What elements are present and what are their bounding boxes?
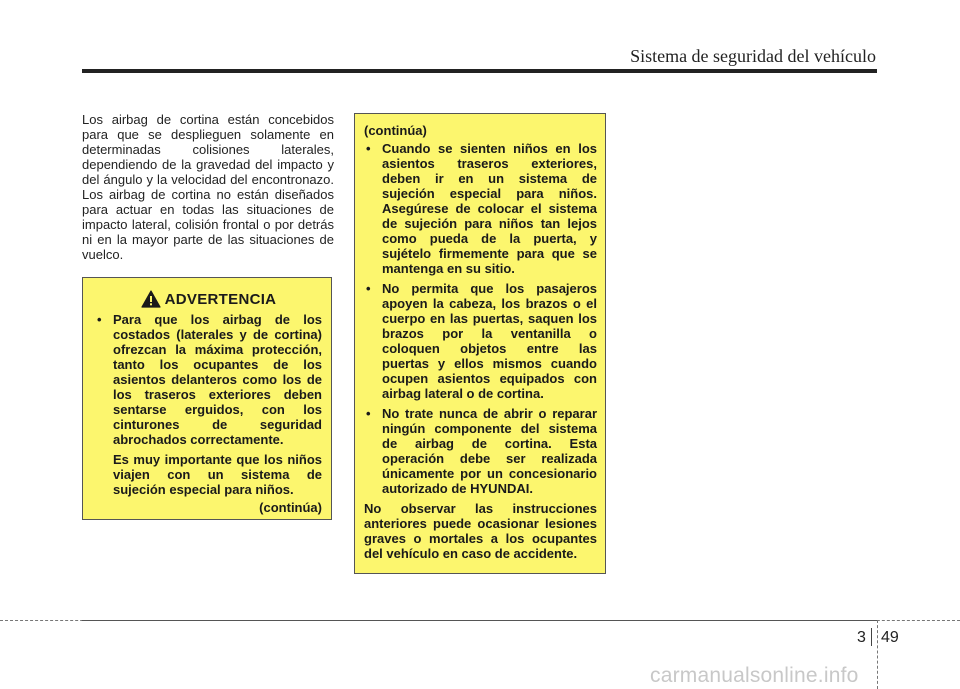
continuation-bullet (364, 281, 597, 401)
bullet-marker: • (97, 312, 102, 327)
continuation-closing: No observar las instrucciones anteriores puede ocasionar lesiones graves o mortales a los ocupantes del vehículo en caso de accidente. (364, 501, 597, 561)
warning-bullet-continuation: Es muy importante que los niños viajen con un sistema de sujeción especial para niños. (113, 452, 322, 497)
continuation-bullet-text: No trate nunca de abrir o reparar ningún componente del sistema de airbag de cortina. Esta operación debe ser realizada únicamente por un concesionario autorizado de HYUNDAI. (382, 406, 597, 496)
header-rule (82, 69, 877, 73)
footer-rule (82, 620, 877, 621)
bullet-marker: • (366, 281, 371, 296)
continuation-bullet-text: Cuando se sienten niños en los asientos traseros exteriores, deben ir en un sistema de sujeción especial para niños. Asegúrese de colocar el sistema de sujeción para niños tan lejos como pueda de la puerta, y sujételo firmemente para que se mantenga en su sitio. (382, 141, 597, 276)
watermark: carmanualsonline.info (650, 664, 859, 687)
page-number: 49 (881, 629, 899, 646)
bullet-marker: • (366, 141, 371, 156)
warning-title: ADVERTENCIA (164, 290, 277, 308)
warning-header (95, 290, 322, 308)
bullet-marker: • (366, 406, 371, 421)
warning-continues: (continúa) (259, 500, 322, 515)
continuation-bullet (364, 406, 597, 496)
page-header-title: Sistema de seguridad del vehículo (630, 46, 876, 66)
continuation-box (354, 113, 606, 574)
continuation-bullet (364, 141, 597, 276)
continuation-label: (continúa) (364, 123, 427, 138)
warning-bullet-text: Para que los airbag de los costados (laterales y de cortina) ofrezcan la máxima protección, tanto los ocupantes de los asientos delanteros como los de los traseros exteriores deben sentarse erguidos, con los cinturones de seguridad abrochados correctamente. (113, 312, 322, 447)
footer-dashed-divider (877, 620, 878, 689)
chapter-number: 3 (857, 629, 866, 646)
warning-triangle-icon (141, 290, 161, 308)
intro-paragraph: Los airbag de cortina están concebidos para que se desplieguen solamente en determinadas colisiones laterales, dependiendo de la gravedad del impacto y del ángulo y la velocidad del encontronazo. Los airbag de cortina no están diseñados para actuar en todas las situaciones de impacto lateral, colisión frontal o por detrás ni en la mayor parte de las situaciones de vuelco. (82, 112, 334, 262)
warning-box (82, 277, 332, 520)
continuation-bullet-text: No permita que los pasajeros apoyen la cabeza, los brazos o el cuerpo en las puertas, saquen los brazos por la ventanilla o coloquen objetos entre las puertas y ellos mismos cuando ocupen asientos equipados con airbag lateral o de cortina. (382, 281, 597, 401)
page-number-separator (871, 628, 872, 646)
warning-bullet (95, 312, 322, 447)
